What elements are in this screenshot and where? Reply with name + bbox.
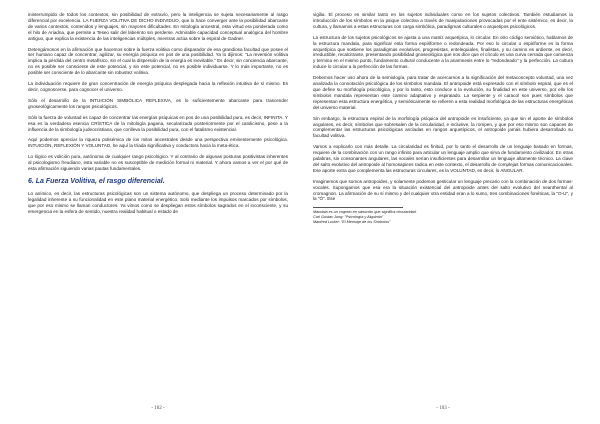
paragraph: Lo lógico es volición pura, autónoma de cualquier rango psicológico. Y al contrario de algunas posturas positivistas inherentes al psicologismo freudiano, esta variable no es susceptible de medición formal ni material. Y ahora vamos a ver el por qué de esta afirmación siguiendo varias pautas fundamentales.: [28, 154, 288, 172]
left-page: [28, 12, 288, 417]
right-page: [313, 12, 573, 417]
footnote: Carl Gustav Jung: "Psicología y Alquimia": [313, 214, 384, 219]
paragraph: Sin embargo, la estructura espiral de la morfología psíquica del antropoide es insuficiente, ya que sin el aporte de símbolos angulares, es decir, símbolos que sobresalen de la circularidad, e inclusive, la rompen, y que por eso mismo son capaces de complementar las estructuras psicológicas ancladas en rangos arquetípicos, el antropoide jamás hubiera desarrollado su facultad volitiva.: [313, 115, 573, 139]
paragraph: Detengámonos en la afirmación que hacemos sobre la fuerza volitiva como disparador de esa grandiosa facultad que posee el ser humano capaz de concentrar, agilizar, su energía psíquica en pos de una posibilidad. Ya lo dijimos: "La reversión volitiva implica la pérdida del centro metafísico, sin el cual la dispersión de la energía es inevitable." Es decir, sin conciencia abarcante, no es posible ser consciente de este potencial, y sin este potencial, no es posible individuarse. Y lo más importante, no es posible ser consciente de lo abarcante sin robustez volitiva.: [28, 46, 288, 76]
paragraph: Sólo el desarrollo de la INTUICIÓN SIMBÓLICA REFLEXIVA, es lo suficientemente abarcante para trascender gnoseológicamente los rangos psicológicos.: [28, 97, 288, 109]
paragraph: Debemos hacer uso ahora de la semiología, para tratar de acercarnos a la significación del metaconcepto voluntad, una vez analizada la connotación psicológica de los símbolos mandala. El antropoide está expresado con el símbolo espiral, que es el que define su morfología psicológica, y por lo tanto, esto conduce a la evolución, su finalidad en este universo, por ello los símbolos mandala representan este camino adaptativo y espiralado. La serpiente y el caracol son pues símbolos que representan esta estructura energética, y semióticamente se refieren a esta realidad morfológica de las estructuras energéticas del universo material.: [313, 75, 573, 110]
section-heading: 6. La Fuerza Volitiva, el rasgo diferencial.: [28, 177, 165, 185]
paragraph: Imaginemos que somos antropoides, y solamente podemos gesticular un lenguaje precario con la combinación de dos formas-vocales. Supongamos que esa era la situación existencial del antropoide antes del salto evolutivo del neanthental al cromagnon. La afirmación de su sí mismo y del cualquier otra entidad eran a lo sumo, tres combinaciones fonéticas, la "O-U", y la "Ó". Ese: [313, 178, 573, 202]
paragraph: Sólo la fuerza de voluntad es capaz de concentrar las energías psíquicas en pos de una posibilidad pura, es decir, INFINITA. Y esa es la verdadera esencia CRÍSTICA de la mitología pagana, secularizada posteriormente por el catolicismo, pese a la influencia de la simbología judeocristiana, que conlleva la posibilidad pura, con el fatalismo existencial.: [28, 114, 288, 132]
paragraph: La individuación requiere de gran concentración de energía psíquica desplegada hacia la reflexión intuitiva de sí mismo. Es decir, cognoscerse, para cognocer el universo.: [28, 81, 288, 92]
footnote: Manfred Lurker: "El Mensaje de los Símbolos": [313, 219, 391, 224]
footnote: Mandala es un cogreto en sánscrito que significa circularidad.: [313, 210, 417, 215]
page-number: - 103 -: [436, 406, 450, 411]
footnote-divider: [313, 207, 403, 208]
paragraph: La estructura de los sujetos psicológicos se ajusta a una matriz arquetípica, lo circular. En otro código semiótico, hablamos de la estructura mandala, para significar esta forma espiriforme o redondeada. Por eso lo circular o espiriforme es la forma arquetípica que sostiene los paradigmas evolutivos, progresistas, entelequiales, finalistas, y su camino es ardiente, es decir, irreductible, recalcitrante, presentando posibilidad gnoseológica que nos dice que el círculo es una curva cerrada que comienza y termina en el mismo punto, fundamento cultural conducente a la anamnesis entre lo "redondeado" y la perfección. La cultura induce lo circular a la perfección de las formas.: [313, 34, 573, 70]
paragraph: vigilia. El proceso es similar tanto en los sujetos individuales como en los sujetos colectivos. También estudiamos la introducción de los símbolos en la psique colectiva a través de manipulaciones provocadas por el ente sistémico, es decir, la cultura, y llamamos a estas estructuras con carga simbólica, paradigmas culturales o arquetipos psicológicos.: [313, 12, 573, 29]
paragraph: Lo anímico, es decir, las estructuras psicológicas son un sistema autónomo, que despliega un proceso determinado por la legalidad inherente a su funcionalidad en este plano material energético. Solo mediante los impulsos marcados por símbolos, que por eso mismo se llaman conductores. Ya vimos como se despliegan estos símbolos sagrados en el inconsciente, y su emergencia en la esfera de sentido, nuestra realidad habitual o estado de: [28, 190, 288, 214]
paragraph: Aquí podemos apreciar la riqueza polisémica de los mitos ancestrales desde una perspectiva eminentemente psicológica. INTUICIÓN, REFLEXIÓN Y VOLUNTAD, he aquí la tríada significativa y conductora hacia la meta-ética.: [28, 137, 288, 149]
page-number: - 102 -: [151, 406, 165, 411]
paragraph: Vamos a explicarlo con más detalle. La circularidad es finitud, por lo tanto el desarrollo de un lenguaje basado en formas, requiere de la combinación con un rango infinito para articular un lenguaje amplio que sirva de fundamento civilizador. En otras palabras, sin consonantes angulares, las vocales serían insuficientes para desarrollar un lenguaje altamente técnico. La clave del salto evolutivo del antropoide al homosapiens radica en este contexto, el desarrollo de complejas formas comunicacionales. Ese aporte extra que complementa las estructuras circulares, es la VOLUNTAD, es decir, lo ANGULAR.: [313, 144, 573, 173]
paragraph: ininterrumpido de todos los contextos, sin posibilidad de extravío, pero la inteligencia se sujeta necesariamente al rasgo diferencial por excelencia. LA FUERZA VOLITIVA DE DICHO INDIVIDUO, que lo hace converger ante la posibilidad abarcante de varios contextos, contenidos y lenguajes, sin mayores dificultades. En mitología ancestral, esta virtud era ponderada como el hilo de Ariadna, que permite a Teseo salir del laberinto sin perderse. Admirable capacidad conceptual analógica del hombre antiguo, que explica la existencia de las inteligencias múltiples, mientras actúa sobre la espiral de Gadner.: [28, 12, 288, 41]
